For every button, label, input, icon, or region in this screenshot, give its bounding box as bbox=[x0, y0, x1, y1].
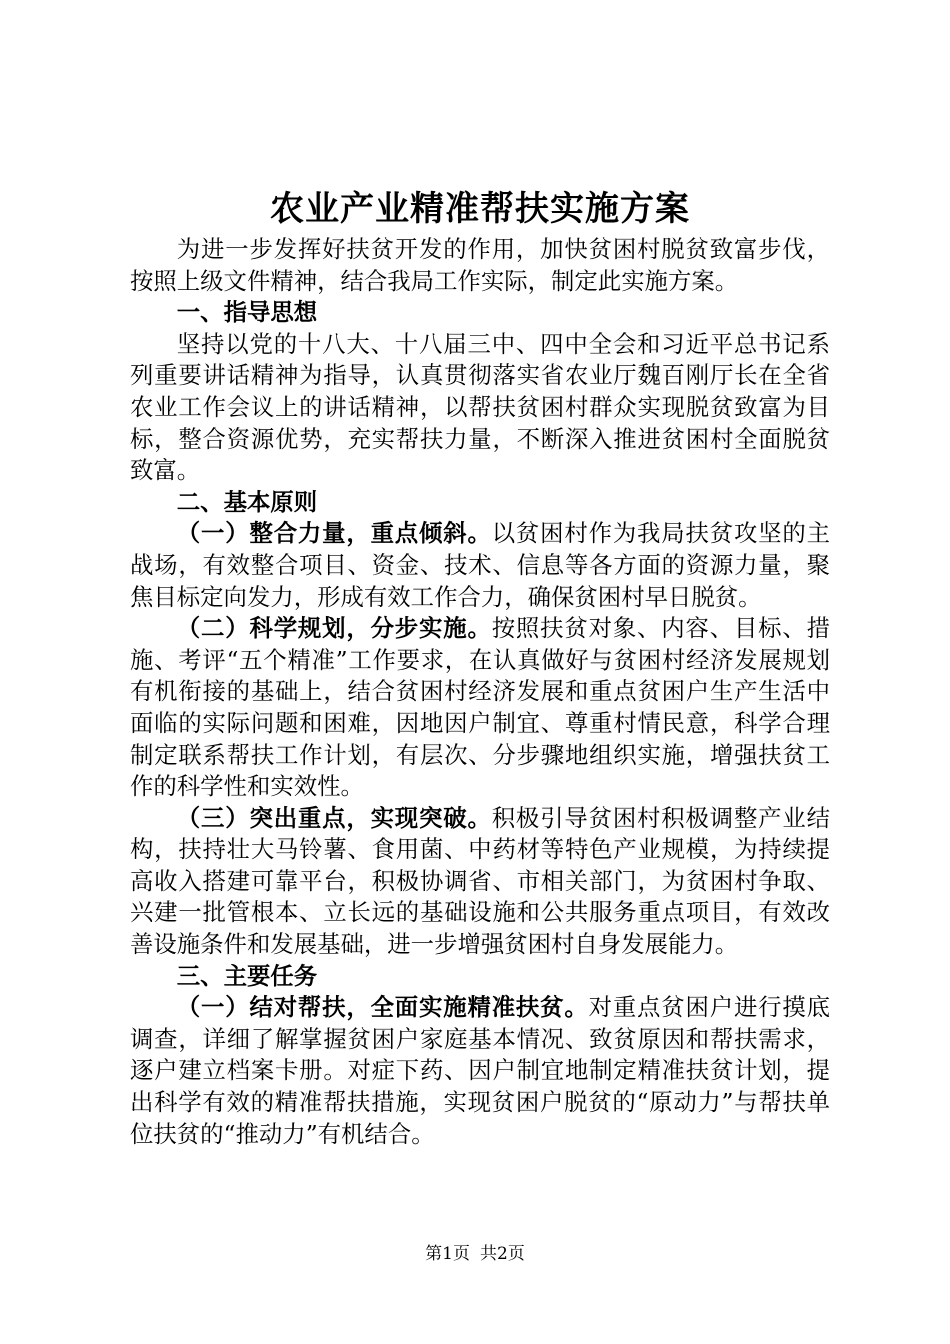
principle-item-1-text: 以贫困村作为我局扶贫攻坚的主战场，有效整合项目、资金、技术、信息等各方面的资源力量，聚焦目标定向发力，形成有效工作合力，确保贫困村早日脱贫。 bbox=[130, 519, 830, 611]
task-item-1-text: 对重点贫困户进行摸底调查，详细了解掌握贫困户家庭基本情况、致贫原因和帮扶需求，逐户建立档案卡册。对症下药、因户制宜地制定精准扶贫计划，提出科学有效的精准帮扶措施，实现贫困户脱贫的“原动力”与帮扶单位扶贫的“推动力”有机结合。 bbox=[130, 993, 831, 1148]
principle-item-2-lead: （二）科学规划，分步实施。 bbox=[176, 614, 492, 643]
principle-item-2 bbox=[130, 613, 830, 803]
section-heading-basic-principles: 二、基本原则 bbox=[176, 487, 318, 516]
page-total: 共2页 bbox=[480, 1244, 525, 1264]
principle-item-1 bbox=[130, 518, 830, 613]
task-item-1-lead: （一）结对帮扶，全面实施精准扶贫。 bbox=[176, 993, 589, 1022]
section-paragraph-guiding-ideology: 坚持以党的十八大、十八届三中、四中全会和习近平总书记系列重要讲话精神为指导，认真贯彻落实省农业厅魏百刚厅长在全省农业工作会议上的讲话精神，以帮扶贫困村群众实现脱贫致富为目标，整合资源优势，充实帮扶力量，不断深入推进贫困村全面脱贫致富。 bbox=[130, 329, 830, 485]
section-heading-main-tasks: 三、主要任务 bbox=[176, 961, 318, 990]
intro-paragraph: 为进一步发挥好扶贫开发的作用，加快贫困村脱贫致富步伐，按照上级文件精神，结合我局工作实际，制定此实施方案。 bbox=[130, 235, 830, 295]
page-footer bbox=[0, 1243, 950, 1265]
principle-item-3-lead: （三）突出重点，实现突破。 bbox=[176, 803, 492, 832]
task-item-1 bbox=[130, 992, 830, 1150]
principle-item-1-lead: （一）整合力量，重点倾斜。 bbox=[176, 519, 492, 548]
document-title: 农业产业精准帮扶实施方案 bbox=[270, 189, 690, 229]
section-heading-guiding-ideology: 一、指导思想 bbox=[176, 298, 318, 327]
page-number: 第1页 bbox=[425, 1244, 470, 1264]
document-page bbox=[130, 186, 830, 1150]
principle-item-3-text: 积极引导贫困村积极调整产业结构，扶持壮大马铃薯、食用菌、中药材等特色产业规模，为持续提高收入搭建可靠平台，积极协调省、市相关部门，为贫困村争取、兴建一批管根本、立长远的基础设施和公共服务重点项目，有效改善设施条件和发展基础，进一步增强贫困村自身发展能力。 bbox=[130, 803, 830, 959]
principle-item-2-text: 按照扶贫对象、内容、目标、措施、考评“五个精准”工作要求，在认真做好与贫困村经济发展规划有机衔接的基础上，结合贫困村经济发展和重点贫困户生产生活中面临的实际问题和困难，因地因户制宜、尊重村情民意，科学合理制定联系帮扶工作计划，有层次、分步骤地组织实施，增强扶贫工作的科学性和实效性。 bbox=[130, 614, 830, 801]
principle-item-3 bbox=[130, 803, 830, 961]
